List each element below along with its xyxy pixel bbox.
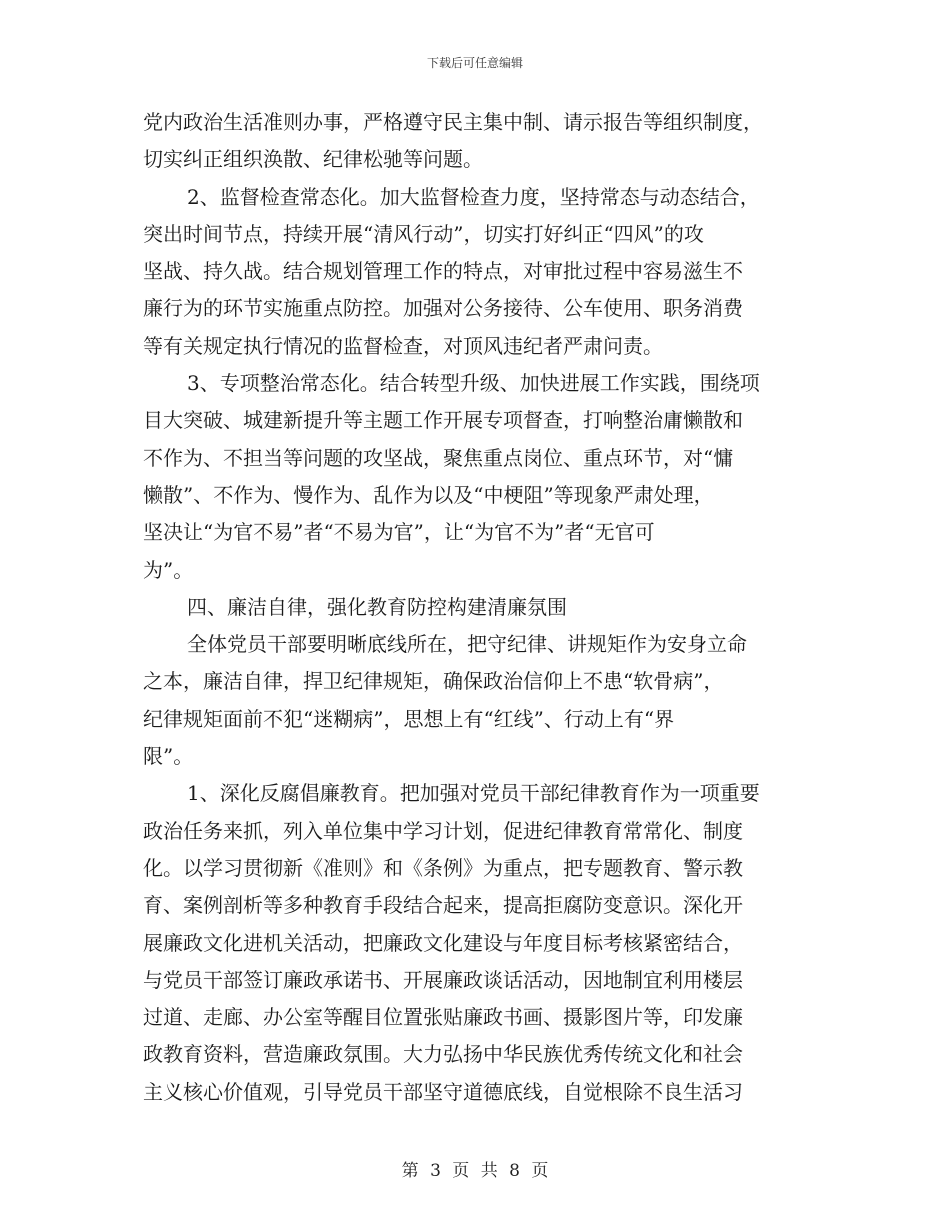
text-line: 党内政治生活准则办事，严格遵守民主集中制、请示报告等组织制度， <box>143 110 763 134</box>
text-line: 懒散”、不作为、慢作为、乱作为以及“中梗阻”等现象严肃处理， <box>143 482 714 507</box>
text-line: 为”。 <box>143 557 194 582</box>
header-note: 下载后可任意编辑 <box>426 56 523 70</box>
text-line: 展廉政文化进机关活动，把廉政文化建设与年度目标考核紧密结合， <box>143 930 743 955</box>
text-line: 不作为、不担当等问题的攻坚战，聚焦重点岗位、重点环节，对“慵 <box>143 445 734 470</box>
document-body <box>143 104 811 1111</box>
text-line: 1、深化反腐倡廉教育。把加强对党员干部纪律教育作为一项重要 <box>187 781 760 806</box>
text-line: 切实纠正组织涣散、纪律松驰等问题。 <box>143 147 483 172</box>
text-line: 廉行为的环节实施重点防控。加强对公务接待、公车使用、职务消费 <box>143 296 743 321</box>
text-line: 与党员干部签订廉政承诺书、开展廉政谈话活动，因地制宜利用楼层 <box>143 967 743 992</box>
text-line: 主义核心价值观，引导党员干部坚守道德底线，自觉根除不良生活习 <box>143 1079 743 1104</box>
text-line: 突出时间节点，持续开展“清风行动”，切实打好纠正“四风”的攻 <box>143 221 704 246</box>
text-line: 化。以学习贯彻新《准则》和《条例》为重点，把专题教育、警示教 <box>143 855 743 880</box>
text-line: 过道、走廊、办公室等醒目位置张贴廉政书画、摄影图片等，印发廉 <box>143 1005 743 1030</box>
text-line: 限”。 <box>143 744 194 769</box>
text-line: 政治任务来抓，列入单位集中学习计划，促进纪律教育常常化、制度 <box>143 818 743 843</box>
text-line: 目大突破、城建新提升等主题工作开展专项督查，打响整治庸懒散和 <box>143 408 743 433</box>
text-line: 坚决让“为官不易”者“不易为官”，让“为官不为”者“无官可 <box>143 520 655 545</box>
text-line: 坚战、持久战。结合规划管理工作的特点，对审批过程中容易滋生不 <box>143 259 743 284</box>
text-line: 育、案例剖析等多种教育手段结合起来，提高拒腐防变意识。深化开 <box>143 893 743 918</box>
page-footer: 第 3 页 共 8 页 <box>401 1161 549 1181</box>
text-line: 政教育资料，营造廉政氛围。大力弘扬中华民族优秀传统文化和社会 <box>143 1042 743 1067</box>
text-line: 纪律规矩面前不犯“迷糊病”，思想上有“红线”、行动上有“界 <box>143 706 675 731</box>
text-line: 3、专项整治常态化。结合转型升级、加快进展工作实践，围绕项 <box>187 371 760 396</box>
text-line: 全体党员干部要明晰底线所在，把守纪律、讲规矩作为安身立命 <box>187 632 747 657</box>
text-line: 等有关规定执行情况的监督检查，对顶风违纪者严肃问责。 <box>143 333 663 358</box>
text-line: 2、监督检查常态化。加大监督检查力度，坚持常态与动态结合， <box>187 184 760 209</box>
text-line: 之本，廉洁自律，捍卫纪律规矩，确保政治信仰上不患“软骨病”， <box>143 669 724 694</box>
text-line: 四、廉洁自律，强化教育防控构建清廉氛围 <box>187 594 567 619</box>
